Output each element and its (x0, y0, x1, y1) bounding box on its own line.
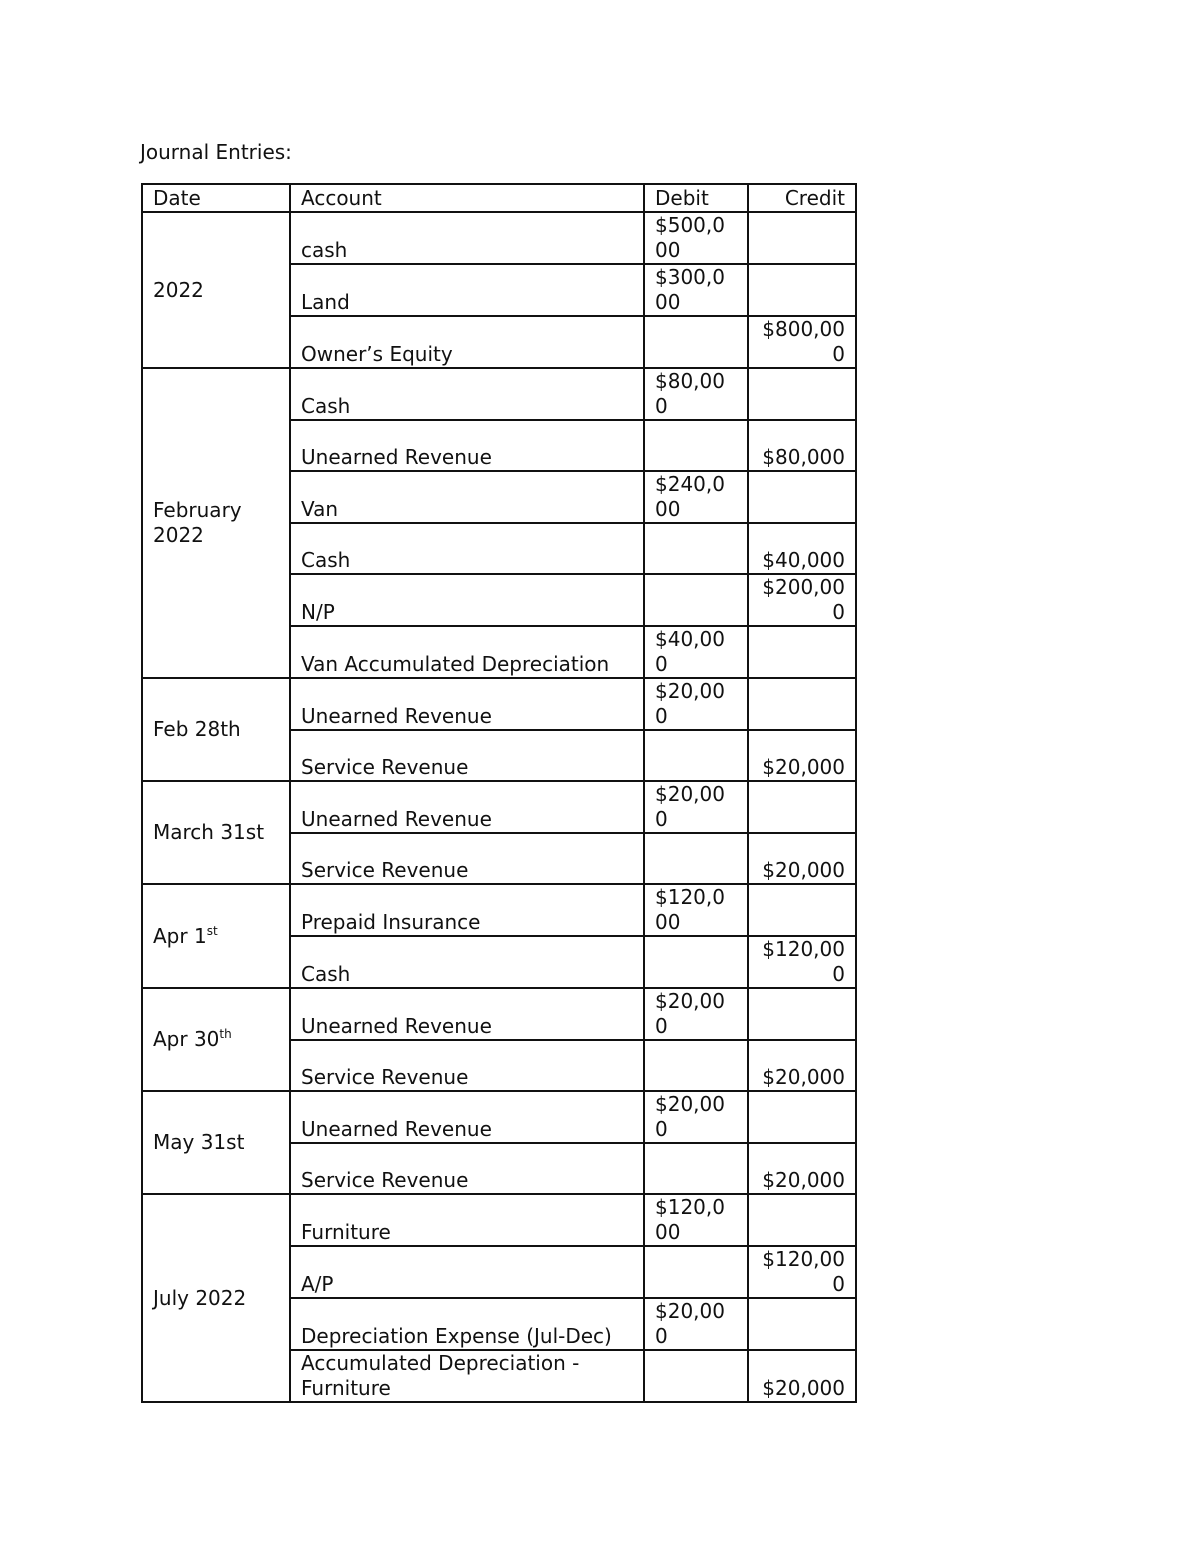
entry-date-text: Apr 1 (153, 923, 207, 948)
account-cell: Owner’s Equity (290, 316, 644, 368)
debit-cell (644, 730, 748, 781)
credit-cell: $20,000 (748, 833, 856, 884)
entry-date-text: March 31st (153, 820, 265, 844)
journal-table (141, 183, 857, 1403)
credit-cell: $20,000 (748, 1143, 856, 1194)
header-date: Date (142, 184, 290, 212)
account-cell: Prepaid Insurance (290, 884, 644, 936)
credit-cell: $200,000 (748, 574, 856, 626)
credit-cell: $120,000 (748, 1246, 856, 1298)
debit-cell (644, 523, 748, 574)
debit-cell (644, 316, 748, 368)
account-cell: Depreciation Expense (Jul-Dec) (290, 1298, 644, 1350)
debit-cell: $20,000 (644, 1091, 748, 1143)
credit-cell (748, 471, 856, 523)
debit-cell: $120,000 (644, 1194, 748, 1246)
header-account: Account (290, 184, 644, 212)
account-cell: N/P (290, 574, 644, 626)
debit-cell: $300,000 (644, 264, 748, 316)
table-row (142, 212, 856, 264)
header-credit: Credit (748, 184, 856, 212)
entry-date (142, 368, 290, 678)
entry-date (142, 678, 290, 781)
account-cell: Service Revenue (290, 1143, 644, 1194)
account-cell: Accumulated Depreciation - Furniture (290, 1350, 644, 1402)
credit-cell: $40,000 (748, 523, 856, 574)
credit-cell (748, 884, 856, 936)
entry-date (142, 884, 290, 988)
entry-date-text: May 31st (153, 1130, 245, 1154)
header-debit: Debit (644, 184, 748, 212)
credit-cell (748, 988, 856, 1040)
account-cell: Unearned Revenue (290, 988, 644, 1040)
debit-cell: $80,000 (644, 368, 748, 420)
account-cell: Service Revenue (290, 833, 644, 884)
debit-cell (644, 420, 748, 471)
entry-date-suffix: st (206, 923, 218, 938)
debit-cell: $40,000 (644, 626, 748, 678)
table-row (142, 781, 856, 833)
table-row (142, 368, 856, 420)
account-cell: Service Revenue (290, 1040, 644, 1091)
credit-cell (748, 1091, 856, 1143)
debit-cell: $120,000 (644, 884, 748, 936)
account-cell: cash (290, 212, 644, 264)
credit-cell (748, 264, 856, 316)
table-row (142, 1194, 856, 1246)
entry-date-text: 2022 (153, 277, 204, 302)
debit-cell: $20,000 (644, 781, 748, 833)
entry-date (142, 1194, 290, 1402)
entry-date-text: July 2022 (153, 1285, 247, 1310)
credit-cell: $20,000 (748, 1040, 856, 1091)
table-row (142, 884, 856, 936)
entry-date-suffix: th (219, 1027, 232, 1041)
credit-cell (748, 781, 856, 833)
account-cell: Service Revenue (290, 730, 644, 781)
debit-cell: $240,000 (644, 471, 748, 523)
credit-cell: $80,000 (748, 420, 856, 471)
credit-cell (748, 1194, 856, 1246)
entry-date (142, 988, 290, 1091)
account-cell: Van Accumulated Depreciation (290, 626, 644, 678)
credit-cell (748, 678, 856, 730)
account-cell: Cash (290, 523, 644, 574)
debit-cell: $20,000 (644, 988, 748, 1040)
credit-cell (748, 626, 856, 678)
debit-cell (644, 1350, 748, 1402)
credit-cell: $800,000 (748, 316, 856, 368)
entry-date-text: February 2022 (153, 498, 242, 547)
credit-cell: $120,000 (748, 936, 856, 988)
debit-cell (644, 1040, 748, 1091)
account-cell: Van (290, 471, 644, 523)
account-cell: Land (290, 264, 644, 316)
page-title: Journal Entries: (140, 140, 292, 164)
entry-date-text: Apr 30 (153, 1027, 220, 1051)
debit-cell: $500,000 (644, 212, 748, 264)
header-row (142, 184, 856, 212)
account-cell: Unearned Revenue (290, 781, 644, 833)
account-cell: Cash (290, 936, 644, 988)
account-cell: Unearned Revenue (290, 1091, 644, 1143)
account-cell: Cash (290, 368, 644, 420)
table-row (142, 678, 856, 730)
entry-date-text: Feb 28th (153, 717, 241, 741)
credit-cell: $20,000 (748, 730, 856, 781)
entry-date (142, 212, 290, 368)
account-cell: Unearned Revenue (290, 678, 644, 730)
debit-cell (644, 1246, 748, 1298)
debit-cell (644, 833, 748, 884)
account-cell: Furniture (290, 1194, 644, 1246)
credit-cell (748, 212, 856, 264)
credit-cell (748, 368, 856, 420)
debit-cell: $20,000 (644, 1298, 748, 1350)
debit-cell (644, 1143, 748, 1194)
debit-cell: $20,000 (644, 678, 748, 730)
debit-cell (644, 936, 748, 988)
account-cell: A/P (290, 1246, 644, 1298)
credit-cell: $20,000 (748, 1350, 856, 1402)
entry-date (142, 781, 290, 884)
table-row (142, 988, 856, 1040)
account-cell: Unearned Revenue (290, 420, 644, 471)
credit-cell (748, 1298, 856, 1350)
table-row (142, 1091, 856, 1143)
entry-date (142, 1091, 290, 1194)
debit-cell (644, 574, 748, 626)
